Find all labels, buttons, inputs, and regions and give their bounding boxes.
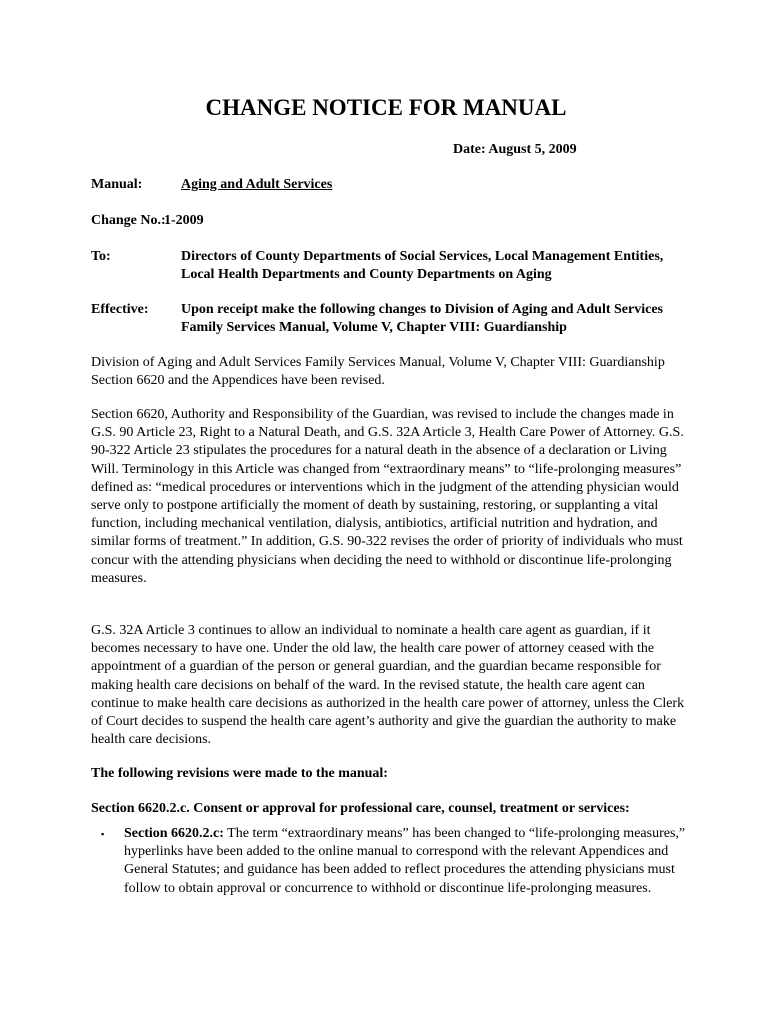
recipients-label: To: bbox=[91, 249, 111, 264]
notice-date: Date: August 5, 2009 bbox=[453, 142, 577, 157]
revisions-heading: The following revisions were made to the manual: bbox=[91, 766, 388, 781]
paragraph-section-6620: Section 6620, Authority and Responsibility of the Guardian, was revised to include the changes made in G.S. 90 Article 23, Right to a Natural Death, and G.S. 32A Article 3, Health Care Power of Attorney. G.S. 90-322 Article 23 stipulates the procedures for a natural death in the absence of a declaration or Living Will. Terminology in this Article was changed from “extraordinary means” to “life-prolonging measures” defined as: “medical procedures or interventions which in the judgment of the attending physician would serve only to postpone artificially the moment of death by sustaining, restoring, or supplanting a vital function, including mechanical ventilation, dialysis, antibiotics, artificial nutrition and hydration, and similar forms of treatment.” In addition, G.S. 90-322 revises the order of priority of individuals who must concur with the attending physicians when deciding the need to withhold or discontinue life-prolonging measures. bbox=[91, 407, 684, 586]
square-bullet-icon: ▪ bbox=[101, 829, 105, 839]
section-heading: Section 6620.2.c. Consent or approval for professional care, counsel, treatment or services: bbox=[91, 801, 630, 816]
paragraph-gs-32a: G.S. 32A Article 3 continues to allow an individual to nominate a health care agent as guardian, if it becomes necessary to have one. Under the old law, the health care power of attorney ceased with the appointment of a guardian of the person or general guardian, and the guardian became responsible for making health care decisions on behalf of the ward. In the revised statute, the health care agent can continue to make health care decisions as authorized in the health care power of attorney, unless the Clerk of Court decides to suspend the health care agent’s authority and give the guardian the authority to make health care decisions. bbox=[91, 623, 685, 748]
effective-label: Effective: bbox=[91, 302, 149, 317]
change-number-label: Change No.: bbox=[91, 213, 166, 228]
revision-bullet-text bbox=[124, 825, 691, 898]
revision-bullet-body: The term “extraordinary means” has been changed to “life-prolonging measures,” hyperlinks have been added to the online manual to correspond with the relevant Appendices and General Statutes; and guidance has been added to reflect procedures the attending physicians must follow to obtain approval or concurrence to withhold or discontinue life-prolonging measures. bbox=[124, 826, 686, 896]
change-number-value: 1-2009 bbox=[164, 213, 204, 228]
document-title: CHANGE NOTICE FOR MANUAL bbox=[205, 95, 567, 120]
effective-value: Upon receipt make the following changes to Division of Aging and Adult Services Family Services Manual, Volume V, Chapter VIII: Guardianship bbox=[181, 302, 663, 335]
manual-value: Aging and Adult Services bbox=[181, 177, 333, 192]
recipients-value: Directors of County Departments of Social Services, Local Management Entities, Local Health Departments and County Departments on Aging bbox=[181, 249, 664, 282]
revision-bullet-label: Section 6620.2.c: bbox=[124, 826, 224, 841]
paragraph-intro: Division of Aging and Adult Services Family Services Manual, Volume V, Chapter VIII: Guardianship Section 6620 and the Appendices have been revised. bbox=[91, 355, 665, 389]
manual-label: Manual: bbox=[91, 177, 143, 192]
